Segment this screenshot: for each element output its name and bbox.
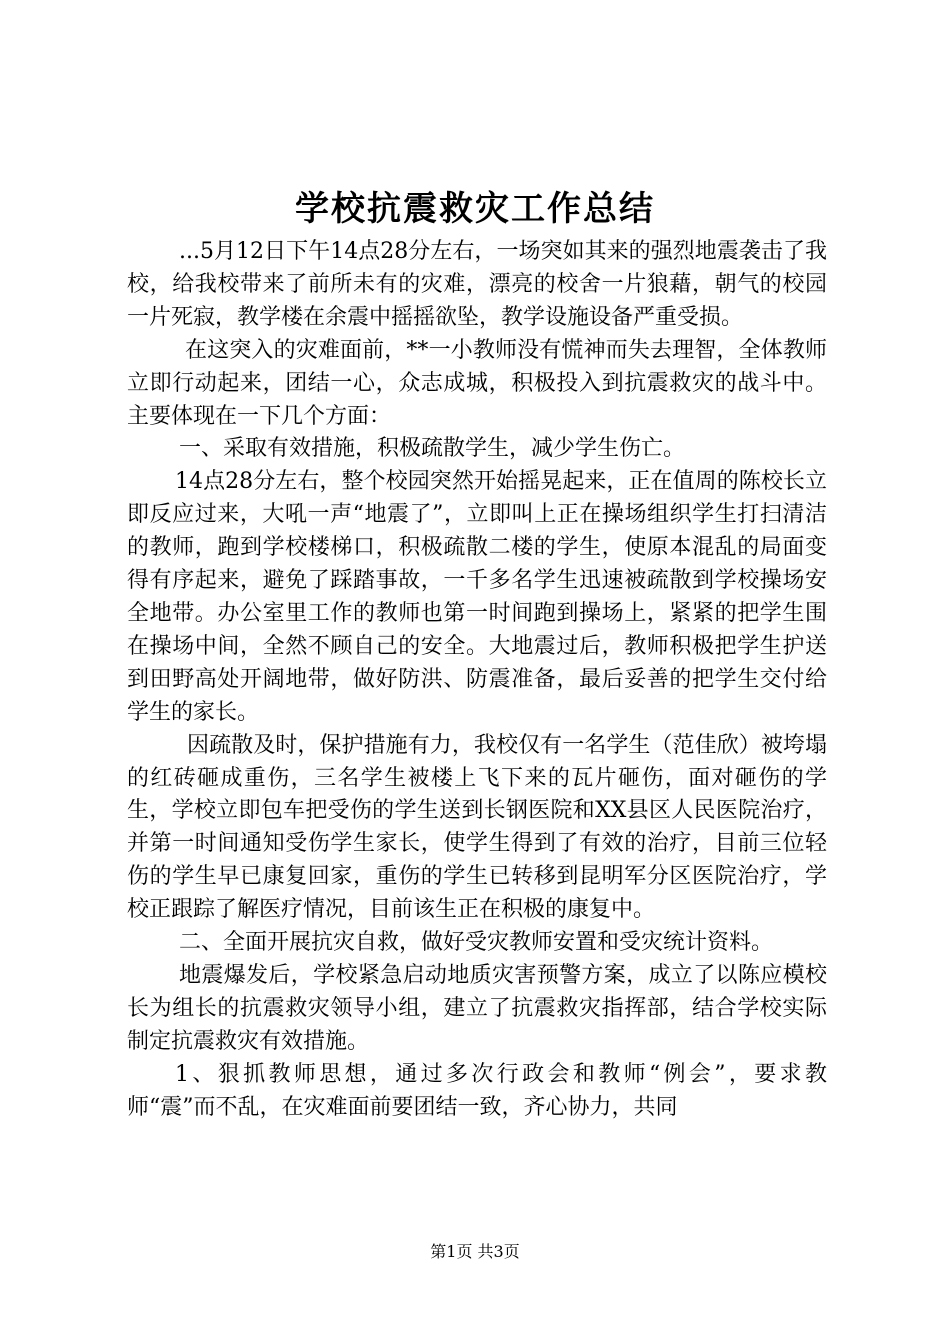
document-body (127, 236, 827, 1124)
paragraph: 因疏散及时，保护措施有力，我校仅有一名学生（范佳欣）被垮塌的红砖砸成重伤，三名学生被楼上飞下来的瓦片砸伤，面对砸伤的学生，学校立即包车把受伤的学生送到长钢医院和XX县区人民医院治疗，并第一时间通知受伤学生家长，使学生得到了有效的治疗，目前三位轻伤的学生早已康复回家，重伤的学生已转移到昆明军分区医院治疗，学校正跟踪了解医疗情况，目前该生正在积极的康复中。 (127, 732, 827, 923)
paragraph: 地震爆发后，学校紧急启动地质灾害预警方案，成立了以陈应模校长为组长的抗震救灾领导小组，建立了抗震救灾指挥部，结合学校实际制定抗震救灾有效措施。 (127, 962, 827, 1054)
document-title: 学校抗震救灾工作总结 (295, 189, 655, 229)
page-number: 第1页 共3页 (430, 1242, 520, 1261)
paragraph: 1、狠抓教师思想，通过多次行政会和教师“例会”，要求教师“震”而不乱，在灾难面前要团结一致，齐心协力，共同 (127, 1061, 827, 1120)
section-heading: 一、采取有效措施，积极疏散学生，减少学生伤亡。 (179, 436, 686, 462)
paragraph: 在这突入的灾难面前，**一小教师没有慌神而失去理智，全体教师立即行动起来，团结一心，众志成城，积极投入到抗震救灾的战斗中。主要体现在一下几个方面： (127, 337, 827, 429)
section-heading: 二、全面开展抗灾自救，做好受灾教师安置和受灾统计资料。 (179, 930, 774, 956)
paragraph: 14点28分左右，整个校园突然开始摇晃起来，正在值周的陈校长立即反应过来，大吼一声“地震了”，立即叫上正在操场组织学生打扫清洁的教师，跑到学校楼梯口，积极疏散二楼的学生，使原本混乱的局面变得有序起来，避免了踩踏事故，一千多名学生迅速被疏散到学校操场安全地带。办公室里工作的教师也第一时间跑到操场上，紧紧的把学生围在操场中间，全然不顾自己的安全。大地震过后，教师积极把学生护送到田野高处开阔地带，做好防洪、防震准备，最后妥善的把学生交付给学生的家长。 (127, 469, 827, 725)
paragraph: ...5月12日下午14点28分左右，一场突如其来的强烈地震袭击了我校，给我校带来了前所未有的灾难，漂亮的校舍一片狼藉，朝气的校园一片死寂，教学楼在余震中摇摇欲坠，教学设施设备严重受损。 (127, 239, 827, 330)
